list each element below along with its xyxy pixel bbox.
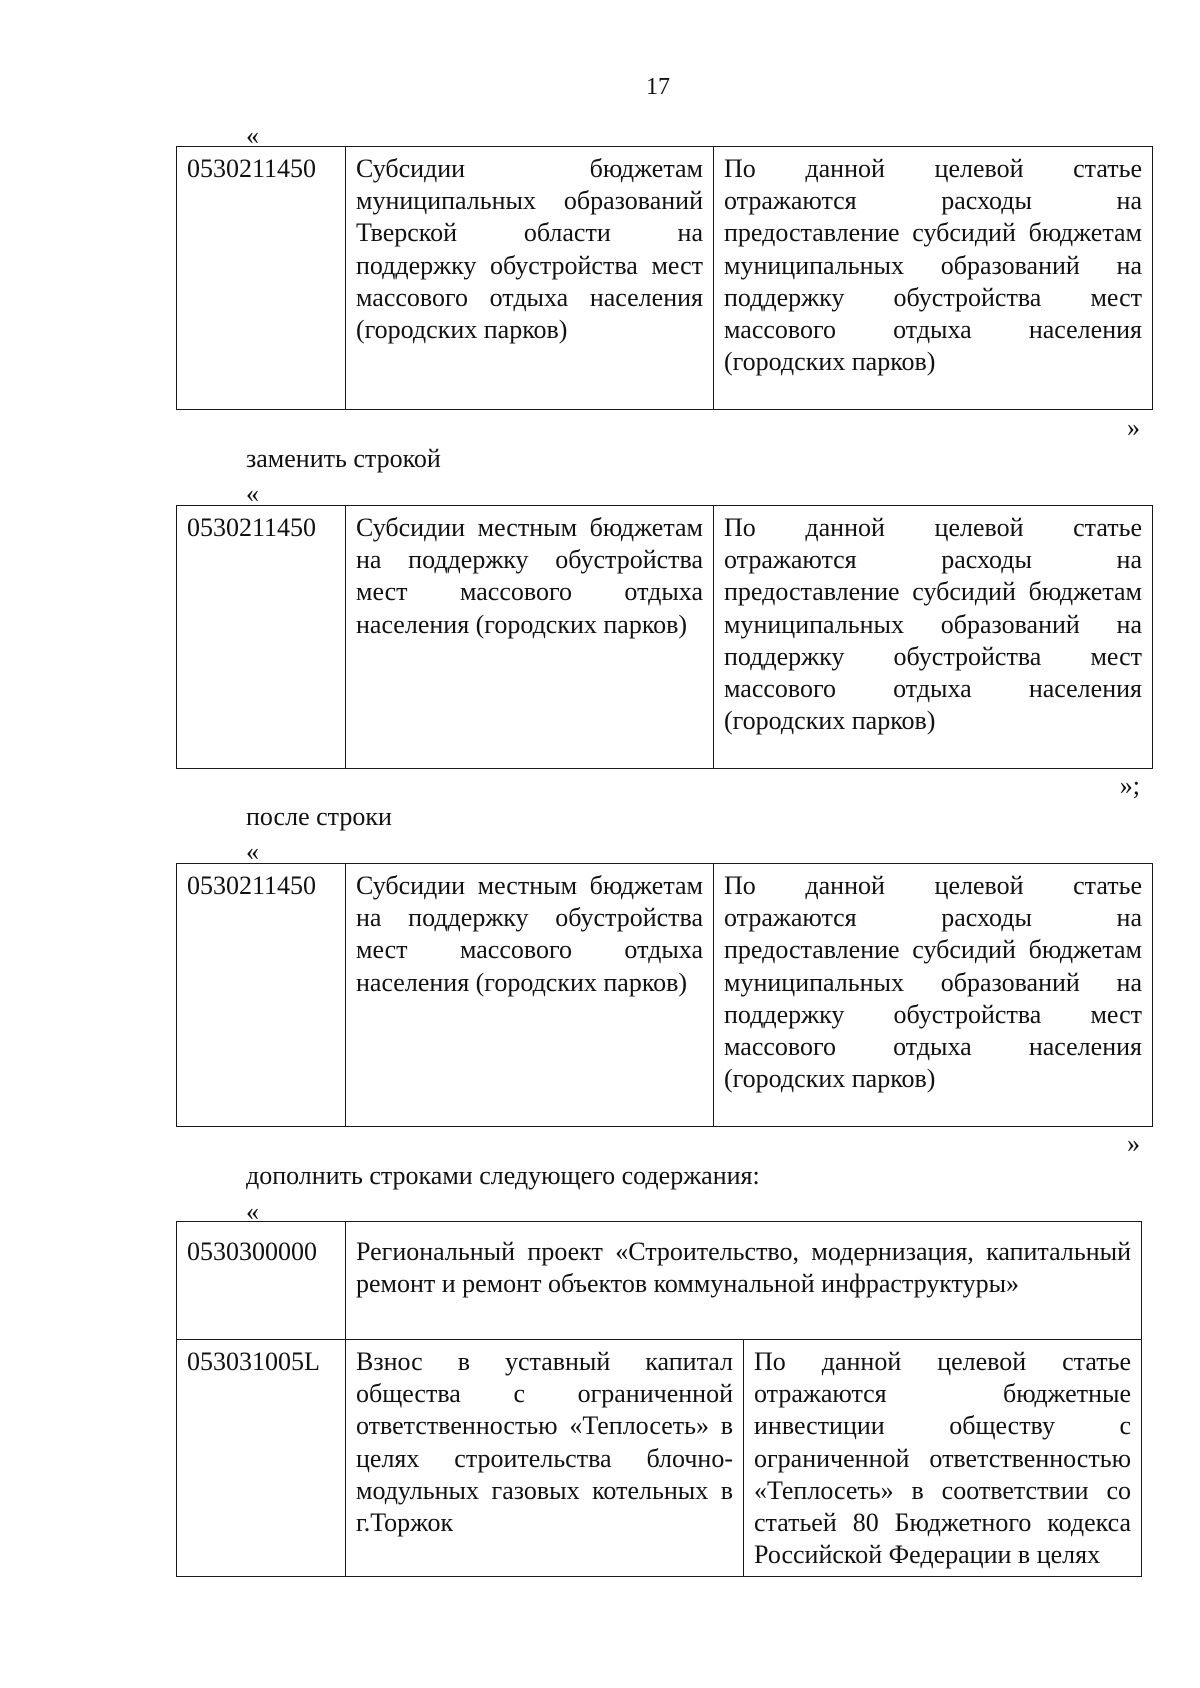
target-name-cell: Региональный проект «Строительство, модернизация, капитальный ремонт и ремонт объектов коммунальной инфраструктуры» [346,1222,1142,1340]
table-row [177,147,1153,410]
target-code-cell: 053031005L [177,1340,346,1577]
table-row [177,1222,1142,1340]
target-description-cell: По данной целевой статье отражаются расходы на предоставление субсидий бюджетам муниципальных образований на поддержку обустройства мест массового отдыха населения (городских парков) [714,864,1153,1127]
target-description-cell: По данной целевой статье отражаются бюджетные инвестиции обществу с ограниченной ответственностью «Теплосеть» в соответствии со статьей 80 Бюджетного кодекса Российской Федерации в целях [744,1340,1142,1577]
budget-table-replacement [176,505,1153,769]
target-code-cell: 0530211450 [177,506,346,769]
open-quote: « [246,479,259,508]
instruction-replace: заменить строкой [246,444,441,473]
target-description-cell: По данной целевой статье отражаются расходы на предоставление субсидий бюджетам муниципальных образований на поддержку обустройства мест массового отдыха населения (городских парков) [714,147,1153,410]
target-code-cell: 0530211450 [177,864,346,1127]
close-quote: » [1127,413,1140,442]
close-quote-semicolon: »; [1119,771,1140,800]
table-row [177,1340,1142,1577]
open-quote: « [246,837,259,866]
target-name-cell: Субсидии местным бюджетам на поддержку обустройства мест массового отдыха населения (городских парков) [346,864,714,1127]
target-name-cell: Взнос в уставный капитал общества с ограниченной ответственностью «Теплосеть» в целях строительства блочно-модульных газовых котельных в г.Торжок [346,1340,744,1577]
instruction-after: после строки [246,802,392,831]
close-quote: » [1127,1129,1140,1158]
open-quote: « [246,121,259,150]
budget-table-after [176,863,1153,1127]
table-row [177,506,1153,769]
table-row [177,864,1153,1127]
instruction-add-rows: дополнить строками следующего содержания: [246,1161,760,1190]
target-description-cell: По данной целевой статье отражаются расходы на предоставление субсидий бюджетам муниципальных образований на поддержку обустройства мест массового отдыха населения (городских парков) [714,506,1153,769]
open-quote: « [246,1197,259,1226]
target-code-cell: 0530211450 [177,147,346,410]
target-code-cell: 0530300000 [177,1222,346,1340]
target-name-cell: Субсидии местным бюджетам на поддержку обустройства мест массового отдыха населения (городских парков) [346,506,714,769]
target-name-cell: Субсидии бюджетам муниципальных образований Тверской области на поддержку обустройства мест массового отдыха населения (городских парков) [346,147,714,410]
budget-table-added [176,1221,1142,1577]
page-number: 17 [646,74,670,100]
budget-table-original [176,146,1153,410]
